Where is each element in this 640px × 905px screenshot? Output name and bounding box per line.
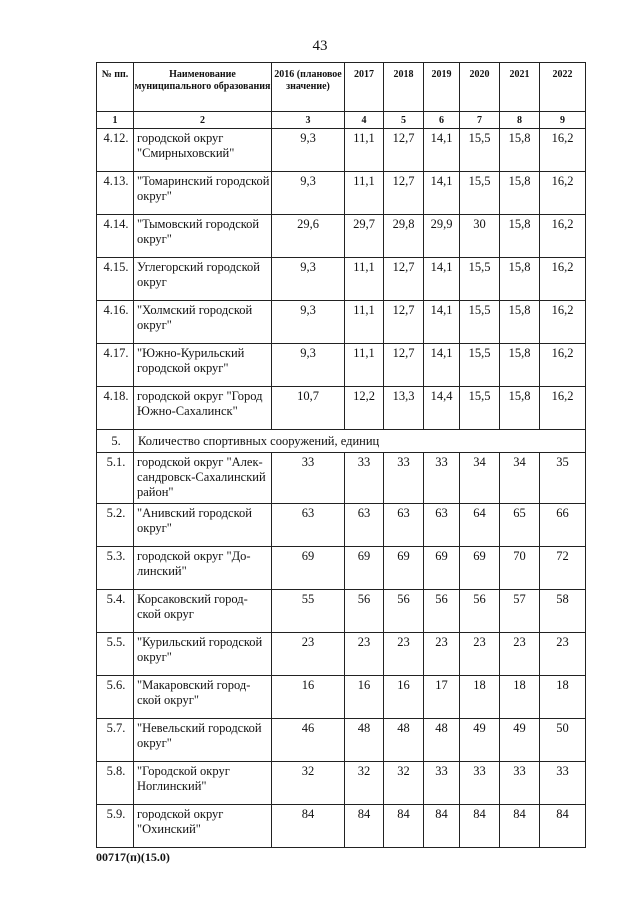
row-number: 5.8. [97,762,134,805]
table-row [97,215,586,258]
value-cell: 12,7 [384,172,424,215]
value-cell: 35 [540,453,586,504]
table-row [97,387,586,430]
value-cell: 56 [460,590,500,633]
column-header: 2021 [500,63,540,112]
value-cell: 16,2 [540,301,586,344]
value-cell: 33 [540,762,586,805]
data-table [96,62,586,848]
table-row [97,129,586,172]
value-cell: 9,3 [272,301,345,344]
municipality-name: "Томаринский городской округ" [134,172,272,215]
value-cell: 15,5 [460,129,500,172]
value-cell: 17 [424,676,460,719]
column-index: 6 [424,112,460,129]
column-header: Наименование муниципального образования [134,63,272,112]
row-number: 5.3. [97,547,134,590]
value-cell: 15,5 [460,344,500,387]
column-header: 2017 [345,63,384,112]
value-cell: 9,3 [272,258,345,301]
value-cell: 84 [540,805,586,848]
section-row [97,430,586,453]
value-cell: 16,2 [540,172,586,215]
value-cell: 12,7 [384,129,424,172]
column-header: № пп. [97,63,134,112]
row-number: 4.17. [97,344,134,387]
row-number: 5.5. [97,633,134,676]
value-cell: 32 [272,762,345,805]
value-cell: 84 [424,805,460,848]
column-index: 3 [272,112,345,129]
value-cell: 30 [460,215,500,258]
value-cell: 14,1 [424,258,460,301]
value-cell: 14,1 [424,301,460,344]
value-cell: 16 [272,676,345,719]
value-cell: 84 [460,805,500,848]
value-cell: 84 [272,805,345,848]
municipality-name: "Анивский городской округ" [134,504,272,547]
value-cell: 14,1 [424,129,460,172]
table-row [97,301,586,344]
value-cell: 16,2 [540,387,586,430]
value-cell: 9,3 [272,172,345,215]
value-cell: 11,1 [345,344,384,387]
table-row [97,453,586,504]
value-cell: 32 [384,762,424,805]
value-cell: 15,8 [500,129,540,172]
value-cell: 15,8 [500,215,540,258]
value-cell: 69 [384,547,424,590]
value-cell: 29,6 [272,215,345,258]
value-cell: 72 [540,547,586,590]
value-cell: 32 [345,762,384,805]
value-cell: 56 [345,590,384,633]
value-cell: 50 [540,719,586,762]
value-cell: 18 [540,676,586,719]
value-cell: 18 [460,676,500,719]
value-cell: 29,8 [384,215,424,258]
municipality-name: Углегорский городской округ [134,258,272,301]
table-row [97,805,586,848]
value-cell: 33 [500,762,540,805]
value-cell: 13,3 [384,387,424,430]
value-cell: 15,5 [460,387,500,430]
value-cell: 11,1 [345,258,384,301]
value-cell: 16,2 [540,344,586,387]
municipality-name: "Холмский городской округ" [134,301,272,344]
table-row [97,590,586,633]
value-cell: 48 [384,719,424,762]
column-index: 1 [97,112,134,129]
municipality-name: "Южно-Курильский городской округ" [134,344,272,387]
municipality-name: городской округ "Охинский" [134,805,272,848]
value-cell: 23 [384,633,424,676]
document-code: 00717(п)(15.0) [96,850,170,864]
value-cell: 33 [460,762,500,805]
column-header: 2022 [540,63,586,112]
column-index: 8 [500,112,540,129]
value-cell: 9,3 [272,344,345,387]
value-cell: 64 [460,504,500,547]
row-number: 4.12. [97,129,134,172]
value-cell: 15,8 [500,172,540,215]
value-cell: 15,8 [500,387,540,430]
value-cell: 14,4 [424,387,460,430]
municipality-name: городской округ "Смирныховский" [134,129,272,172]
column-index: 4 [345,112,384,129]
row-number: 5.9. [97,805,134,848]
value-cell: 18 [500,676,540,719]
municipality-name: "Тымовский городской округ" [134,215,272,258]
value-cell: 12,7 [384,258,424,301]
value-cell: 15,8 [500,301,540,344]
value-cell: 33 [384,453,424,504]
header-row [97,63,586,112]
row-number: 4.18. [97,387,134,430]
row-number: 4.14. [97,215,134,258]
value-cell: 48 [424,719,460,762]
value-cell: 69 [460,547,500,590]
table-row [97,762,586,805]
value-cell: 63 [272,504,345,547]
row-number: 4.16. [97,301,134,344]
column-index: 5 [384,112,424,129]
value-cell: 48 [345,719,384,762]
value-cell: 15,8 [500,258,540,301]
municipality-name: "Курильский городской округ" [134,633,272,676]
column-header: 2020 [460,63,500,112]
table-row [97,504,586,547]
value-cell: 33 [345,453,384,504]
municipality-name: городской округ "Город Южно-Сахалинск" [134,387,272,430]
value-cell: 46 [272,719,345,762]
row-number: 5.6. [97,676,134,719]
value-cell: 23 [345,633,384,676]
value-cell: 12,2 [345,387,384,430]
value-cell: 69 [345,547,384,590]
table-row [97,172,586,215]
row-number: 5.2. [97,504,134,547]
value-cell: 16,2 [540,129,586,172]
value-cell: 70 [500,547,540,590]
column-index: 2 [134,112,272,129]
municipality-name: городской округ "Алек-сандровск-Сахалинский район" [134,453,272,504]
table-row [97,547,586,590]
value-cell: 11,1 [345,301,384,344]
value-cell: 23 [272,633,345,676]
column-header: 2016 (плановое значение) [272,63,345,112]
municipality-name: "Городской округ Ноглинский" [134,762,272,805]
value-cell: 15,5 [460,258,500,301]
value-cell: 84 [345,805,384,848]
value-cell: 66 [540,504,586,547]
value-cell: 14,1 [424,344,460,387]
value-cell: 58 [540,590,586,633]
municipality-name: "Невельский городской округ" [134,719,272,762]
value-cell: 16 [345,676,384,719]
value-cell: 11,1 [345,129,384,172]
row-number: 4.13. [97,172,134,215]
value-cell: 12,7 [384,344,424,387]
row-number: 5.4. [97,590,134,633]
value-cell: 10,7 [272,387,345,430]
value-cell: 15,8 [500,344,540,387]
value-cell: 23 [500,633,540,676]
municipality-name: городской округ "До-линский" [134,547,272,590]
column-header: 2018 [384,63,424,112]
value-cell: 56 [384,590,424,633]
value-cell: 34 [500,453,540,504]
value-cell: 34 [460,453,500,504]
table-row [97,719,586,762]
column-index-row [97,112,586,129]
value-cell: 14,1 [424,172,460,215]
table-row [97,676,586,719]
column-header: 2019 [424,63,460,112]
table-row [97,633,586,676]
row-number: 5.1. [97,453,134,504]
value-cell: 29,9 [424,215,460,258]
column-index: 9 [540,112,586,129]
page-number: 43 [312,38,328,54]
value-cell: 69 [272,547,345,590]
value-cell: 49 [460,719,500,762]
value-cell: 16,2 [540,215,586,258]
section-number: 5. [97,430,134,453]
value-cell: 63 [345,504,384,547]
section-title: Количество спортивных сооружений, единиц [134,430,586,453]
value-cell: 57 [500,590,540,633]
table-row [97,258,586,301]
value-cell: 15,5 [460,172,500,215]
value-cell: 12,7 [384,301,424,344]
value-cell: 56 [424,590,460,633]
value-cell: 49 [500,719,540,762]
value-cell: 63 [384,504,424,547]
value-cell: 15,5 [460,301,500,344]
value-cell: 84 [384,805,424,848]
value-cell: 23 [540,633,586,676]
value-cell: 63 [424,504,460,547]
value-cell: 23 [424,633,460,676]
value-cell: 23 [460,633,500,676]
row-number: 5.7. [97,719,134,762]
value-cell: 29,7 [345,215,384,258]
table-row [97,344,586,387]
value-cell: 9,3 [272,129,345,172]
column-index: 7 [460,112,500,129]
value-cell: 11,1 [345,172,384,215]
municipality-name: "Макаровский город-ской округ" [134,676,272,719]
value-cell: 65 [500,504,540,547]
value-cell: 33 [424,762,460,805]
row-number: 4.15. [97,258,134,301]
value-cell: 33 [424,453,460,504]
value-cell: 55 [272,590,345,633]
value-cell: 16,2 [540,258,586,301]
value-cell: 16 [384,676,424,719]
municipality-name: Корсаковский город-ской округ [134,590,272,633]
value-cell: 33 [272,453,345,504]
value-cell: 84 [500,805,540,848]
value-cell: 69 [424,547,460,590]
